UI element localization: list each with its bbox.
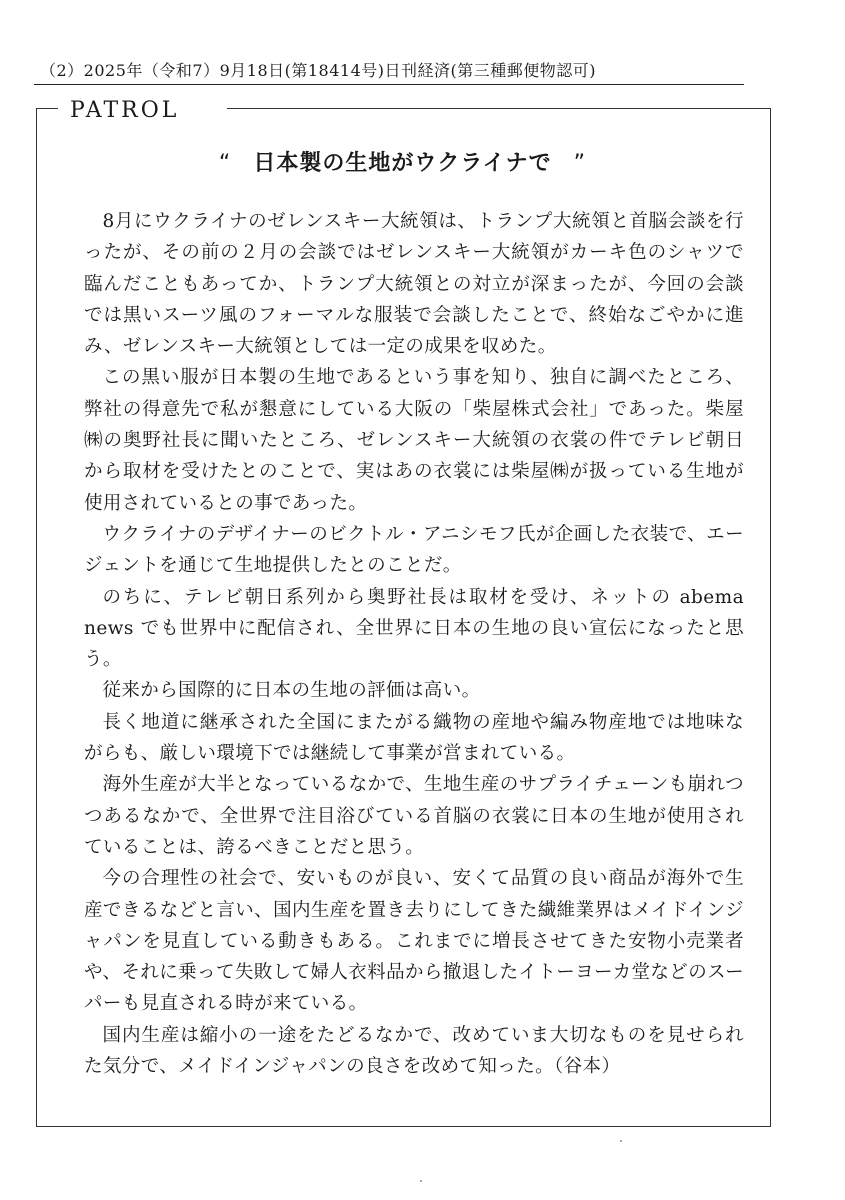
article-title: 日本製の生地がウクライナで: [253, 151, 552, 176]
frame-top-left-rule: [36, 108, 58, 109]
header-rule: [34, 84, 744, 85]
paragraph: この黒い服が日本製の生地であるという事を知り、独自に調べたところ、弊社の得意先で私が懇意にしている大阪の「柴屋株式会社」であった。柴屋㈱の奥野社長に聞いたところ、ゼレンスキー大統領の衣裳の件でテレビ朝日から取材を受けたとのことで、実はあの衣裳には柴屋㈱が扱っている生地が使用されているとの事であった。: [84, 367, 744, 514]
paragraph: のちに、テレビ朝日系列から奥野社長は取材を受け、ネットの abema news でも世界中に配信され、全世界に日本の生地の良い宣伝になったと思う。: [84, 586, 744, 671]
paragraph: 8月にウクライナのゼレンスキー大統領は、トランプ大統領と首脳会談を行ったが、その前の２月の会談ではゼレンスキー大統領がカーキ色のシャツで臨んだこともあってか、トランプ大統領との対立が深まったが、今回の会談では黒いスーツ風のフォーマルな服装で会談したことで、終始なごやかに進み、ゼレンスキー大統領としては一定の成果を収めた。: [84, 211, 744, 358]
section-label: PATROL: [70, 98, 180, 123]
paragraph: 今の合理性の社会で、安いものが良い、安くて品質の良い商品が海外で生産できるなどと言い、国内生産を置き去りにしてきた繊維業界はメイドインジャパンを見直している動きもある。これまでに増長させてきた安物小売業者や、それに乗って失敗して婦人衣料品から撤退したイトーヨーカ堂などのスーパーも見直される時が来ている。: [84, 868, 744, 1015]
article-body: [84, 206, 744, 1082]
scan-speck: [620, 1140, 622, 1142]
article-title-row: [0, 146, 805, 177]
frame-top-right-rule: [227, 108, 771, 109]
scan-speck: [420, 1180, 422, 1182]
paragraph: 長く地道に継承された全国にまたがる織物の産地や編み物産地では地味ながらも、厳しい環境下では継続して事業が営まれている。: [84, 711, 744, 765]
paragraph: 海外生産が大半となっているなかで、生地生産のサプライチェーンも崩れつつあるなかで、全世界で注目浴びている首脳の衣裳に日本の生地が使用されていることは、誇るべきことだと思う。: [84, 774, 744, 858]
newspaper-header: （2）2025年（令和7）9月18日(第18414号)日刊経済(第三種郵便物認可): [40, 61, 596, 80]
paragraph: 従来から国際的に日本の生地の評価は高い。: [102, 680, 481, 702]
title-close-quote: ”: [573, 151, 587, 176]
paragraph: 国内生産は縮小の一途をたどるなかで、改めていま大切なものを見せられた気分で、メイドインジャパンの良さを改めて知った。（谷本）: [84, 1024, 744, 1078]
title-open-quote: “: [218, 151, 232, 176]
paragraph: ウクライナのデザイナーのビクトル・アニシモフ氏が企画した衣装で、エージェントを通じて生地提供したとのことだ。: [84, 523, 744, 577]
